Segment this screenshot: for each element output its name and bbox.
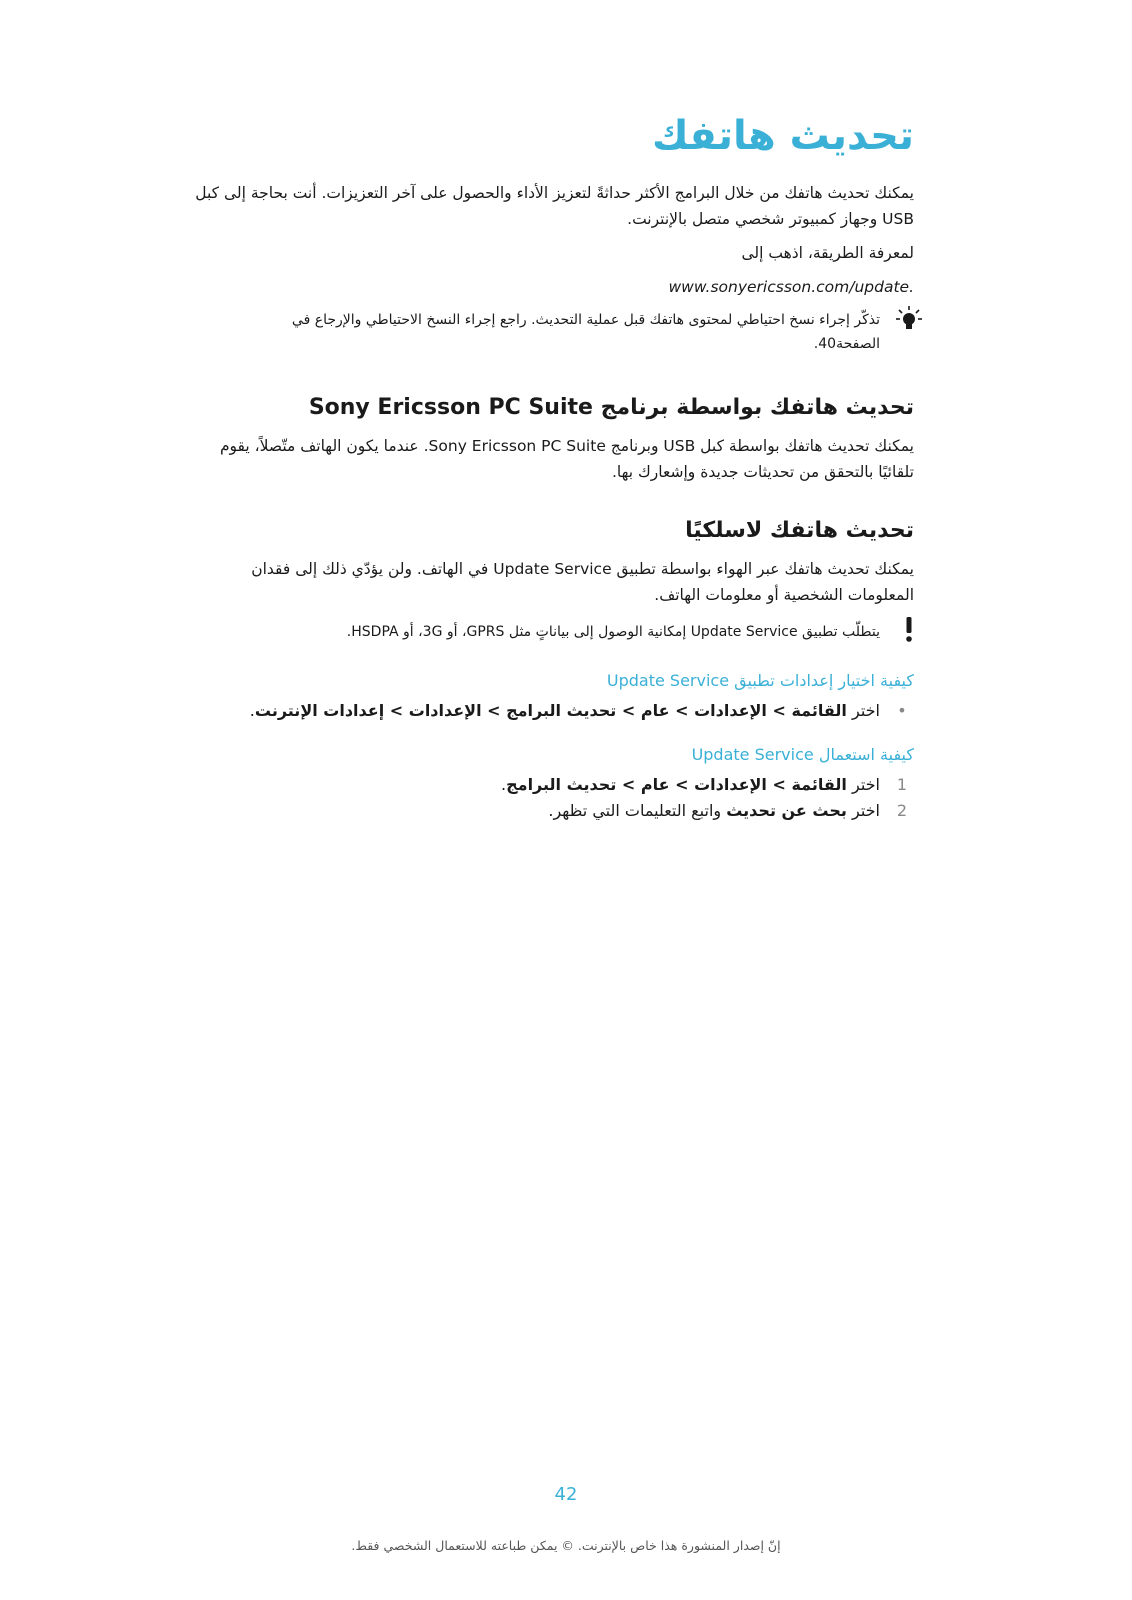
step-prefix: اختر (852, 701, 880, 720)
howto-use-step-2 (174, 798, 914, 824)
update-url-link[interactable]: www.sonyericsson.com/update. (668, 278, 914, 296)
menu-command: بحث عن تحديث (726, 801, 847, 820)
menu-path: القائمة > الإعدادات > عام > تحديث البرامج (506, 775, 847, 794)
step-suffix: . (501, 775, 507, 794)
intro-paragraph: يمكنك تحديث هاتفك من خلال البرامج الأكثر حداثةً لتعزيز الأداء والحصول على آخر التعزيزات. أنت بحاجة إلى كبل USB وجهاز كمبيوتر شخصي متصل بالإنترنت. (195, 184, 914, 228)
howto-use-step-1 (174, 772, 914, 798)
page-title: تحديث هاتفك (651, 113, 914, 159)
step-number: 2 (896, 801, 908, 820)
howto-use-title: كيفية استعمال Update Service (691, 745, 914, 764)
page-number: 42 (554, 1484, 578, 1505)
exclamation-icon (894, 614, 924, 644)
section-heading-wireless: تحديث هاتفك لاسلكيًا (685, 518, 914, 543)
step-prefix: اختر (852, 775, 880, 794)
warning-text: يتطلّب تطبيق Update Service إمكانية الوصول إلى بياناتٍ مثل GPRS، أو 3G، أو HSDPA. (346, 624, 880, 640)
howto-settings-step (174, 698, 914, 724)
footer-notice: إنّ إصدار المنشورة هذا خاص بالإنترنت. © يمكن طباعته للاستعمال الشخصي فقط. (351, 1538, 781, 1553)
step-suffix: . (249, 701, 255, 720)
lightbulb-icon (894, 304, 924, 334)
wireless-paragraph: يمكنك تحديث هاتفك عبر الهواء بواسطة تطبيق Update Service في الهاتف. ولن يؤدّي ذلك إلى فقدان المعلومات الشخصية أو معلومات الهاتف. (251, 560, 914, 604)
menu-path: القائمة > الإعدادات > عام > تحديث البرامج > الإعدادات > إعدادات الإنترنت (254, 701, 847, 720)
learn-more-text: لمعرفة الطريقة، اذهب إلى (741, 244, 914, 262)
howto-settings-title: كيفية اختيار إعدادات تطبيق Update Service (606, 671, 914, 690)
section-heading-pc-suite: تحديث هاتفك بواسطة برنامج Sony Ericsson PC Suite (308, 395, 914, 420)
step-number: 1 (896, 775, 908, 794)
tip-text: تذكّر إجراء نسخ احتياطي لمحتوى هاتفك قبل عملية التحديث. راجع إجراء النسخ الاحتياطي والإرجاع في الصفحة40. (291, 312, 880, 352)
pc-suite-paragraph: يمكنك تحديث هاتفك بواسطة كبل USB وبرنامج Sony Ericsson PC Suite. عندما يكون الهاتف متّصلاً، يقوم تلقائيًا بالتحقق من تحديثات جديدة وإشعارك بها. (219, 437, 914, 481)
step-suffix: واتبع التعليمات التي تظهر. (548, 801, 722, 820)
bullet-marker: • (897, 701, 907, 720)
step-prefix: اختر (852, 801, 880, 820)
